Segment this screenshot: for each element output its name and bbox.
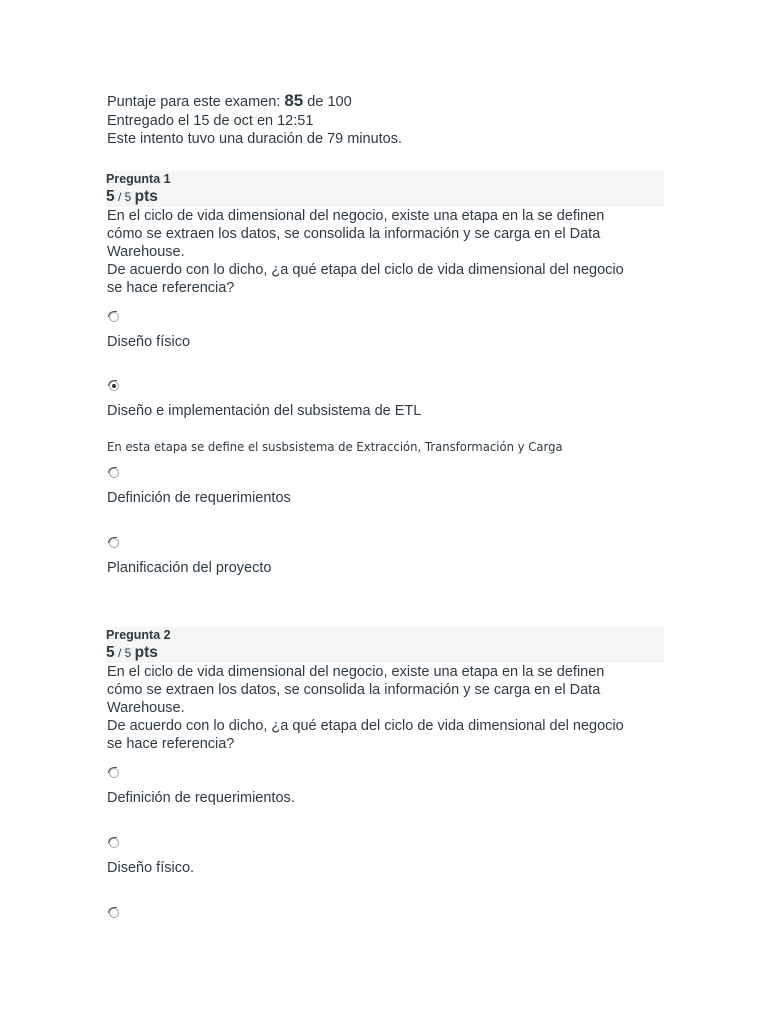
answer-label: Diseño e implementación del subsistema de ETL	[107, 403, 422, 419]
question-title: Pregunta 1	[106, 172, 171, 186]
question-text-line: cómo se extraen los datos, se consolida la información y se carga en el Data	[107, 226, 601, 242]
answer-feedback: En esta etapa se define el susbsistema de Extracción, Transformación y Carga	[107, 439, 563, 454]
score-line	[107, 92, 402, 112]
question-text-line: De acuerdo con lo dicho, ¿a qué etapa del ciclo de vida dimensional del negocio	[107, 262, 624, 278]
answer-radio[interactable]	[109, 312, 119, 322]
question-1	[107, 171, 664, 297]
points-possible: / 5	[114, 190, 135, 204]
answer-label: Diseño físico	[107, 334, 191, 350]
question-text-line: se hace referencia?	[107, 736, 235, 752]
question-text-line: cómo se extraen los datos, se consolida la información y se carga en el Data	[107, 682, 601, 698]
score-total: de 100	[303, 94, 352, 110]
answer-radio-selected[interactable]	[109, 381, 119, 391]
question-points	[106, 188, 158, 206]
answer-radio[interactable]	[109, 908, 119, 918]
answer-label: Definición de requerimientos	[107, 490, 291, 506]
question-text-line: En el ciclo de vida dimensional del negocio, existe una etapa en la se definen	[107, 208, 605, 224]
points-possible: / 5	[114, 646, 135, 660]
answer-label: Definición de requerimientos.	[107, 790, 295, 806]
points-earned: 5	[106, 188, 115, 205]
question-text	[107, 663, 667, 753]
answer-radio[interactable]	[109, 768, 119, 778]
question-header	[106, 627, 664, 663]
answer-label: Diseño físico.	[107, 860, 195, 876]
points-unit: pts	[134, 644, 158, 661]
submitted-date: Entregado el 15 de oct en 12:51	[107, 112, 314, 129]
points-earned: 5	[106, 644, 115, 661]
question-header	[106, 171, 664, 207]
answer-radio[interactable]	[109, 468, 119, 478]
quiz-summary	[107, 92, 402, 149]
attempt-duration: Este intento tuvo una duración de 79 minutos.	[107, 131, 403, 147]
score-label: Puntaje para este examen:	[107, 94, 285, 110]
question-title: Pregunta 2	[106, 628, 171, 642]
question-text-line: De acuerdo con lo dicho, ¿a qué etapa del ciclo de vida dimensional del negocio	[107, 718, 624, 734]
answer-radio[interactable]	[109, 838, 119, 848]
question-text-line: Warehouse.	[107, 244, 185, 260]
answer-radio[interactable]	[109, 538, 119, 548]
question-text-line: se hace referencia?	[107, 280, 235, 296]
question-text-line: Warehouse.	[107, 700, 185, 716]
question-2	[107, 627, 664, 753]
points-unit: pts	[134, 188, 158, 205]
question-text	[107, 207, 667, 297]
question-points	[106, 644, 158, 662]
score-value: 85	[284, 91, 304, 110]
answer-label: Planificación del proyecto	[107, 560, 272, 576]
question-text-line: En el ciclo de vida dimensional del negocio, existe una etapa en la se definen	[107, 664, 605, 680]
